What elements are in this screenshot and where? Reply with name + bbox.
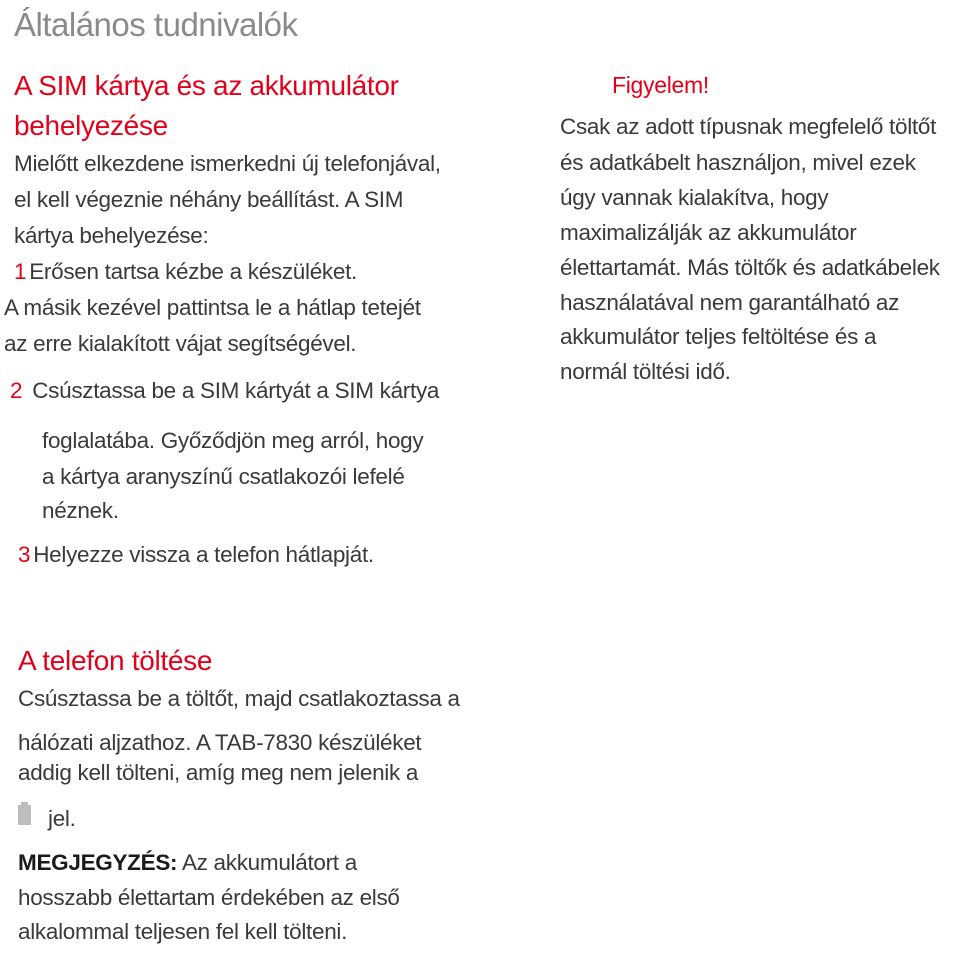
warning-line-1: Csak az adott típusnak megfelelő töltőt — [560, 114, 937, 139]
step-2-number: 2 — [10, 378, 23, 403]
step-2-line-2: foglalatába. Győződjön meg arról, hogy — [42, 428, 424, 453]
step-2-line-1: Csúsztassa be a SIM kártyát a SIM kártya — [32, 378, 440, 403]
step-3-text: Helyezze vissza a telefon hátlapját. — [33, 542, 374, 567]
sim-intro-line-3: kártya behelyezése: — [14, 223, 209, 248]
warning-line-8: normál töltési idő. — [560, 359, 731, 384]
charge-line-2: hálózati aljzathoz. A TAB-7830 készüléket — [18, 730, 422, 755]
warning-title: Figyelem! — [612, 72, 709, 98]
note-line-3: alkalommal teljesen fel kell tölteni. — [18, 919, 348, 944]
step-2 — [10, 378, 439, 404]
note-line-1 — [18, 850, 357, 876]
step-1-line-3: az erre kialakított vájat segítségével. — [4, 331, 357, 356]
warning-line-4: maximalizálják az akkumulátor — [560, 220, 857, 245]
note-line-1-rest: Az akkumulátort a — [177, 850, 357, 875]
step-2-line-4: néznek. — [42, 498, 119, 523]
step-3-number: 3 — [18, 542, 31, 567]
step-3 — [18, 542, 374, 568]
charge-line-3: addig kell tölteni, amíg meg nem jelenik a — [18, 760, 419, 785]
chapter-title: Általános tudnivalók — [14, 6, 298, 43]
charge-section-heading: A telefon töltése — [18, 645, 213, 676]
sim-section-heading-line1: A SIM kártya és az akkumulátor — [14, 70, 399, 101]
step-2-line-3: a kártya aranyszínű csatlakozói lefelé — [42, 464, 405, 489]
note-line-2: hosszabb élettartam érdekében az első — [18, 885, 400, 910]
warning-line-5: élettartamát. Más töltők és adatkábelek — [560, 255, 940, 280]
step-1 — [14, 259, 357, 285]
sim-section-heading-line2: behelyezése — [14, 110, 168, 141]
step-1-line-2: A másik kezével pattintsa le a hátlap tetejét — [4, 295, 421, 320]
charge-line-1: Csúsztassa be a töltőt, majd csatlakoztassa a — [18, 686, 460, 711]
note-label: MEGJEGYZÉS: — [18, 850, 178, 875]
warning-line-7: akkumulátor teljes feltöltése és a — [560, 324, 877, 349]
warning-line-2: és adatkábelt használjon, mivel ezek — [560, 150, 916, 175]
charge-icon-suffix: jel. — [48, 806, 76, 831]
sim-intro-line-1: Mielőtt elkezdene ismerkedni új telefonjával, — [14, 151, 441, 176]
step-1-line-1: Erősen tartsa kézbe a készüléket. — [29, 259, 357, 284]
sim-intro-line-2: el kell végeznie néhány beállítást. A SIM — [14, 187, 404, 212]
warning-line-6: használatával nem garantálható az — [560, 290, 900, 315]
warning-line-3: úgy vannak kialakítva, hogy — [560, 185, 829, 210]
step-1-number: 1 — [14, 259, 27, 284]
battery-icon — [18, 805, 31, 825]
